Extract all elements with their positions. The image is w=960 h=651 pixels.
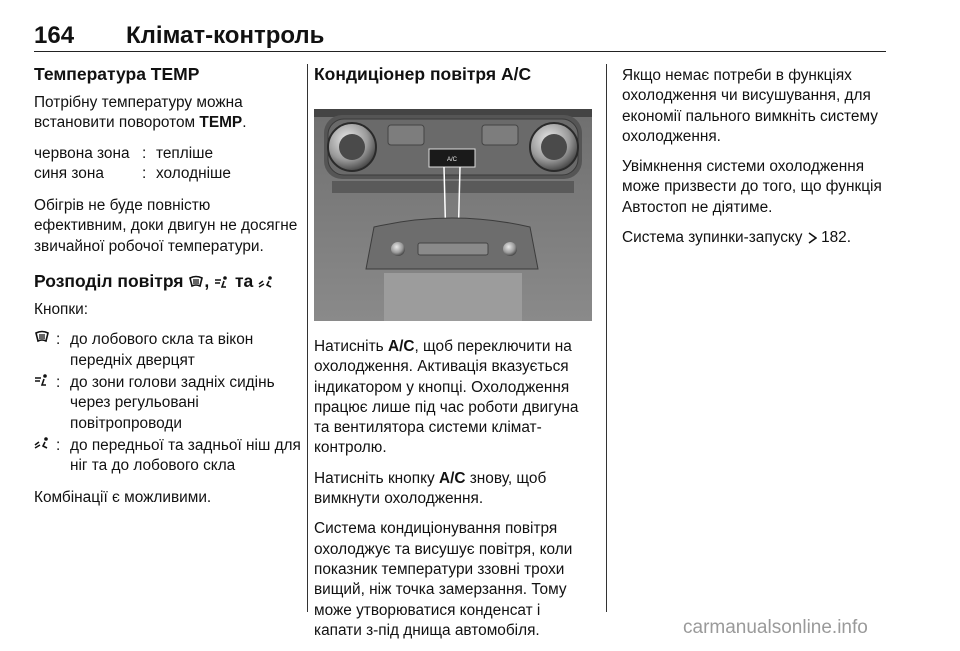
- combinations-note: Комбінації є можливими.: [34, 489, 212, 507]
- button-item: : до лобового скла та вікон передніх дверцят: [34, 330, 302, 371]
- buttons-label: Кнопки:: [34, 301, 88, 319]
- zone-row: синя зона : холодніше: [34, 164, 231, 182]
- head-level-vent-icon: [34, 373, 50, 387]
- watermark: carmanualsonline.info: [683, 617, 868, 638]
- column-middle: [314, 64, 592, 651]
- foot-level-vent-icon: [258, 273, 274, 287]
- foot-level-vent-icon: [34, 436, 50, 450]
- header-rule: [34, 51, 886, 52]
- temp-control-name: TEMP: [199, 114, 243, 132]
- head-level-vent-icon: [214, 273, 230, 287]
- running-title: Клімат-контроль: [126, 22, 325, 49]
- page-reference-icon: [807, 230, 817, 242]
- heading-air-conditioning: Кондиціонер повітря A/C: [314, 64, 532, 84]
- zone-row: червона зона : тепліше: [34, 144, 214, 162]
- ac-para-3: Система кондиціонування повітря охолоджує та висушує повітря, коли показник температури ззовні трохи вищий, ніж точка замерзання. Тому може утворюватися конденсат і капати з-під днища автомобіля.: [314, 520, 573, 639]
- ac-button-label: A/C: [446, 157, 458, 163]
- ac-para-1: Натисніть A/C, щоб переключити на охолодження. Активація вказується індикатором у кнопці. Охолодження працює лише під час роботи двигуна та вентилятора системи клімат-контролю.: [314, 338, 579, 457]
- button-item: : до зони голови задніх сидінь через регульовані повітропроводи: [34, 373, 302, 434]
- ac-para-2: Натисніть кнопку A/C знову, щоб вимкнути охолодження.: [314, 469, 547, 508]
- column-left: [34, 64, 302, 519]
- stop-start-reference: Система зупинки-запуску 182.: [622, 229, 852, 247]
- column-divider: [606, 64, 607, 612]
- button-item: : до передньої та задньої ніш для ніг та до лобового скла: [34, 436, 302, 477]
- page-header: [34, 22, 886, 50]
- cooling-off-note: Якщо немає потреби в функціях охолодження чи висушування, для економії пального вимкніть систему охолодження.: [622, 67, 878, 145]
- page-number: 164: [34, 22, 75, 49]
- column-right: [622, 64, 890, 258]
- heading-temperature: Температура TEMP: [34, 64, 200, 84]
- windshield-defrost-icon: [188, 273, 204, 287]
- page-reference-link[interactable]: 182: [821, 229, 847, 247]
- climate-panel-photo: [314, 109, 592, 321]
- column-divider: [307, 64, 308, 612]
- autostop-note: Увімкнення системи охолодження може призвести до того, що функція Автостоп не діятиме.: [622, 158, 882, 216]
- heading-air-distribution: Розподіл повітря , та: [34, 271, 302, 292]
- heating-note: Обігрів не буде повністю ефективним, доки двигун не досягне звичайної робочої температури.: [34, 197, 298, 255]
- temperature-intro: Потрібну температуру можна встановити поворотом TEMP.: [34, 94, 247, 132]
- windshield-defrost-icon: [34, 330, 50, 344]
